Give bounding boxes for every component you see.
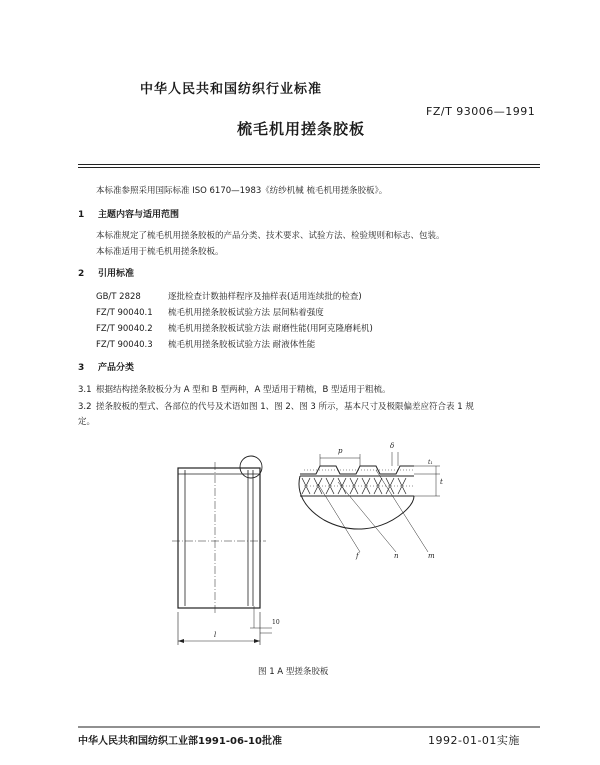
issuing-organization: 中华人民共和国纺织行业标准 bbox=[140, 82, 323, 97]
label-m: m bbox=[428, 552, 435, 560]
reference-item: GB/T 2828 逐批检查计数抽样程序及抽样表(适用连续批的检查) bbox=[96, 292, 362, 302]
label-dimension-l: l bbox=[214, 631, 217, 639]
section-2-number: 2 bbox=[78, 269, 85, 279]
plate-front-view bbox=[172, 462, 266, 615]
reference-item: FZ/T 90040.3 梳毛机用搓条胶板试验方法 耐液体性能 bbox=[96, 340, 316, 350]
label-p: p bbox=[338, 447, 343, 455]
section-1-paragraph-2: 本标准适用于梳毛机用搓条胶板。 bbox=[96, 247, 224, 257]
label-f: f bbox=[356, 552, 359, 560]
dimension-10 bbox=[250, 606, 272, 633]
label-delta: δ bbox=[390, 442, 395, 450]
effective-date: 1992-01-01实施 bbox=[428, 734, 520, 747]
section-3-title: 产品分类 bbox=[98, 363, 135, 373]
label-n: n bbox=[394, 552, 399, 560]
label-dimension-10: 10 bbox=[272, 619, 280, 626]
cross-section-detail bbox=[299, 452, 440, 552]
reference-item: FZ/T 90040.1 梳毛机用搓条胶板试验方法 层间粘着强度 bbox=[96, 308, 324, 318]
clause-3-2-continuation: 定。 bbox=[78, 417, 96, 427]
section-1-title: 主题内容与适用范围 bbox=[98, 210, 180, 220]
section-1-paragraph-1: 本标准规定了梳毛机用搓条胶板的产品分类、技术要求、试验方法、检验规则和标志、包装。 bbox=[96, 231, 445, 241]
label-t1: t₁ bbox=[428, 459, 433, 466]
reference-item: FZ/T 90040.2 梳毛机用搓条胶板试验方法 耐磨性能(用阿克隆磨耗机) bbox=[96, 324, 373, 334]
label-t: t bbox=[440, 478, 443, 486]
standard-code: FZ/T 93006—1991 bbox=[426, 105, 536, 118]
approval-line: 中华人民共和国纺织工业部1991-06-10批准 bbox=[78, 736, 282, 747]
section-1-number: 1 bbox=[78, 210, 85, 220]
document-title: 梳毛机用搓条胶板 bbox=[237, 120, 366, 138]
section-3-number: 3 bbox=[78, 363, 85, 373]
clause-3-2: 3.2 搓条胶板的型式、各部位的代号及术语如图 1、图 2、图 3 所示，基本尺寸及极限偏差应符合表 1 规 bbox=[78, 402, 474, 412]
figure-caption: 图 1 A 型搓条胶板 bbox=[258, 667, 329, 677]
section-2-title: 引用标准 bbox=[98, 269, 135, 279]
detail-circle bbox=[240, 456, 262, 478]
clause-3-1: 3.1 根据结构搓条胶板分为 A 型和 B 型两种，A 型适用于精梳，B 型适用于粗梳。 bbox=[78, 385, 391, 395]
dimension-l bbox=[178, 612, 260, 645]
intro-text: 本标准参照采用国际标准 ISO 6170—1983《纺纱机械 梳毛机用搓条胶板》。 bbox=[96, 186, 388, 196]
